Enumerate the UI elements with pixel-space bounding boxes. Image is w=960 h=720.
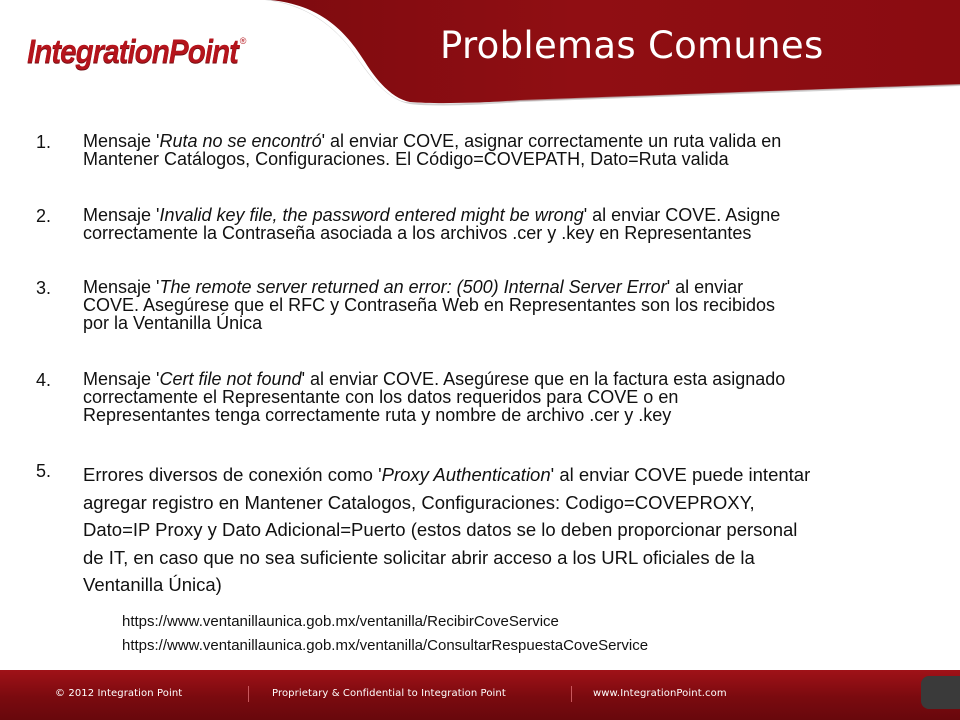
item-text — [83, 278, 923, 332]
item-line — [83, 406, 923, 424]
item-line — [83, 224, 923, 242]
item-line — [83, 370, 923, 388]
text-run: por la Ventanilla Única — [83, 313, 263, 333]
text-run: correctamente la Contraseña asociada a los archivos .cer y .key en Representantes — [83, 223, 752, 243]
text-run: ' al enviar COVE. Asigne — [583, 205, 781, 225]
item-number: 3. — [36, 278, 52, 298]
quoted-message: Ruta no se encontró — [159, 131, 322, 151]
text-run: Mensaje ' — [83, 205, 160, 225]
text-run: ' al enviar COVE, asignar correctamente un ruta valida en — [321, 131, 782, 151]
item-number: 4. — [36, 370, 52, 390]
item-text — [83, 461, 923, 599]
slide-nav-tab[interactable] — [921, 676, 960, 709]
text-run: ' al enviar — [666, 277, 744, 297]
text-run: Representantes tenga correctamente ruta y nombre de archivo .cer y .key — [83, 405, 672, 425]
quoted-message: The remote server returned an error: (500) Internal Server Error — [159, 277, 667, 297]
item-text — [83, 370, 923, 424]
item-number: 2. — [36, 206, 52, 226]
item-number: 5. — [36, 461, 52, 481]
text-run: Mensaje ' — [83, 369, 160, 389]
item-line — [83, 150, 923, 168]
text-run: Ventanilla Única) — [83, 574, 222, 595]
text-run: COVE. Asegúrese que el RFC y Contraseña Web en Representantes son los recibidos — [83, 295, 776, 315]
service-url-recibir[interactable]: https://www.ventanillaunica.gob.mx/ventanilla/RecibirCoveService — [122, 613, 559, 630]
footer-divider — [248, 686, 249, 702]
text-run: agregar registro en Mantener Catalogos, Configuraciones: Codigo=COVEPROXY, — [83, 491, 755, 513]
text-run: Errores diversos de conexión como ' — [83, 464, 382, 485]
item-line — [83, 388, 923, 406]
text-run: ' al enviar COVE puede intentar — [550, 464, 811, 485]
text-run: correctamente el Representante con los datos requeridos para COVE o en — [83, 387, 679, 407]
item-text — [83, 206, 923, 242]
item-line — [83, 206, 923, 224]
text-run: Mantener Catálogos, Configuraciones. El Código=COVEPATH, Dato=Ruta valida — [83, 149, 729, 169]
slide-title: Problemas Comunes — [440, 24, 824, 67]
text-run: de IT, en caso que no sea suficiente solicitar abrir acceso a los URL oficiales de la — [83, 546, 755, 568]
quoted-message: Cert file not found — [159, 369, 302, 389]
text-run: Mensaje ' — [83, 131, 160, 151]
footer-divider — [571, 686, 572, 702]
footer-confidential: Proprietary & Confidential to Integration Point — [272, 688, 506, 699]
quoted-message: Proxy Authentication — [381, 464, 551, 485]
logo-wordmark: IntegrationPoint — [27, 33, 238, 71]
quoted-message: Invalid key file, the password entered might be wrong — [159, 205, 584, 225]
text-run: Dato=IP Proxy y Dato Adicional=Puerto (estos datos se lo deben proporcionar personal — [83, 519, 798, 540]
registered-mark: ® — [239, 36, 247, 46]
footer-website: www.IntegrationPoint.com — [593, 688, 727, 699]
item-line — [83, 544, 923, 572]
service-url-consultar[interactable]: https://www.ventanillaunica.gob.mx/ventanilla/ConsultarRespuestaCoveService — [122, 637, 649, 654]
item-number: 1. — [36, 132, 52, 152]
item-line — [83, 461, 923, 489]
text-run: ' al enviar COVE. Asegúrese que en la factura esta asignado — [301, 369, 786, 389]
text-run: Mensaje ' — [83, 277, 160, 297]
item-line — [83, 314, 923, 332]
item-line — [83, 278, 923, 296]
item-line — [83, 132, 923, 150]
item-text — [83, 132, 923, 168]
item-line — [83, 516, 923, 544]
item-line — [83, 296, 923, 314]
item-line — [83, 489, 923, 517]
item-line — [83, 571, 923, 599]
footer-copyright: © 2012 Integration Point — [55, 688, 183, 699]
